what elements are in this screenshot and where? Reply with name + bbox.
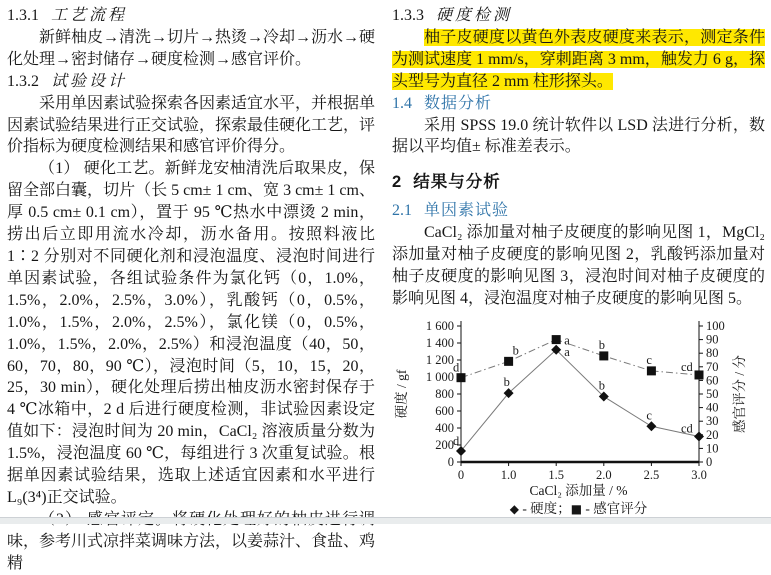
svg-text:0: 0 bbox=[706, 454, 713, 469]
heading-2-1 bbox=[392, 200, 765, 222]
svg-text:b: b bbox=[598, 337, 606, 352]
svg-text:1 400: 1 400 bbox=[425, 335, 454, 350]
heading-2 bbox=[392, 171, 765, 193]
svg-text:d: d bbox=[453, 360, 460, 375]
svg-text:1 000: 1 000 bbox=[425, 369, 454, 384]
svg-text:80: 80 bbox=[706, 346, 719, 361]
heading-1-3-3 bbox=[392, 5, 765, 27]
svg-text:800: 800 bbox=[435, 386, 454, 401]
heading-title: 硬度检测 bbox=[436, 7, 513, 24]
svg-text:感官评分 / 分: 感官评分 / 分 bbox=[732, 354, 747, 433]
svg-text:硬度 / gf: 硬度 / gf bbox=[394, 369, 409, 419]
svg-text:cd: cd bbox=[681, 359, 693, 374]
chart-legend: ◆ - 硬度；■ - 感官评分 bbox=[509, 500, 648, 516]
figure-1-chart-svg bbox=[392, 314, 765, 482]
heading-number: 1.3.2 bbox=[7, 72, 39, 90]
heading-title: 结果与分析 bbox=[413, 173, 501, 192]
svg-text:20: 20 bbox=[706, 427, 719, 442]
svg-text:600: 600 bbox=[435, 403, 454, 418]
paragraph-hardening-process: （1） 硬化工艺。新鲜龙安柚清洗后取果皮，保留全部白囊，切片（长 5 cm± 1 cm、宽 3 cm± 1 cm、厚 0.5 cm± 0.1 cm），置于 95 ℃热水中漂烫 2 min，捞出后立即用流水冷却，沥水备用。按照料液比 1∶2 分别对不同硬化剂和浸泡温度、浸泡时间进行单因素试验，各组试验条件为氯化钙（0，1.0%，1.5%，2.0%，2.5%，3.0%），乳酸钙（0，0.5%，1.0%，1.5%，2.0%，2.5%），氯化镁（0，0.5%，1.0%，1.5%，2.0%，2.5%）和浸泡温度（40，50，60，70，80，90 ℃），浸泡时间（5，10，15，20，25，30 min），硬化处理后捞出柚皮沥水密封保存于 4 ℃冰箱中，2 d 后进行硬度检测，非试验因素设定值如下：浸泡时间为 20 min，CaCl₂ 溶液质量分数为 1.5%，浸泡温度 60 ℃，每组进行 3 次重复试验。根据单因素试验结果，选取上述适宜因素和水平进行 L₉(3⁴)正交试验。 bbox=[7, 160, 375, 506]
svg-text:400: 400 bbox=[435, 420, 454, 435]
svg-text:b: b bbox=[503, 375, 510, 390]
svg-text:d: d bbox=[453, 433, 460, 448]
heading-number: 1.3.1 bbox=[7, 7, 39, 24]
heading-number: 2.1 bbox=[392, 202, 412, 220]
svg-text:30: 30 bbox=[706, 414, 719, 429]
paragraph-experiment-design: 采用单因素试验探索各因素适宜水平，并根据单因素试验结果进行正交试验，探索最佳硬化工艺，评价指标为硬度检测结果和感官评价得分。 bbox=[7, 94, 376, 156]
heading-number: 1.3.3 bbox=[392, 7, 424, 24]
svg-text:0: 0 bbox=[457, 467, 465, 482]
right-column bbox=[392, 5, 765, 518]
svg-text:c: c bbox=[646, 352, 652, 367]
paragraph-sensory-evaluation: 味，参考川式凉拌菜调味方法，以姜蒜汁、食盐、鸡精 bbox=[7, 532, 376, 572]
heading-title: 单因素试验 bbox=[424, 202, 510, 220]
svg-text:a: a bbox=[564, 344, 570, 359]
highlighted-text: 柚子皮硬度以黄色外表皮硬度来表示，测定条件为测试速度 1 mm/s，穿刺距离 3 mm，触发力 6 g，探头型号为直径 2 mm 柱形探头。 bbox=[392, 28, 765, 90]
paragraph-process-flow: 新鲜柚皮→清洗→切片→热烫→冷却→沥水→硬化处理→密封储存→硬度检测→感官评价。 bbox=[7, 28, 376, 68]
svg-text:100: 100 bbox=[706, 318, 725, 333]
paragraph-hardness-method bbox=[392, 27, 765, 93]
svg-text:c: c bbox=[646, 408, 652, 423]
heading-1-3-1 bbox=[7, 5, 375, 27]
svg-text:cd: cd bbox=[681, 421, 693, 436]
svg-text:70: 70 bbox=[706, 359, 719, 374]
svg-text:2.5: 2.5 bbox=[643, 467, 660, 482]
svg-text:1.5: 1.5 bbox=[548, 467, 565, 482]
svg-text:3.0: 3.0 bbox=[691, 467, 707, 482]
svg-text:0: 0 bbox=[447, 454, 454, 469]
figure-1 bbox=[392, 314, 765, 518]
heading-1-3-2 bbox=[7, 71, 375, 93]
heading-number: 2 bbox=[392, 173, 402, 192]
left-column bbox=[7, 5, 375, 575]
heading-title: 试验设计 bbox=[51, 72, 128, 90]
svg-text:1 200: 1 200 bbox=[425, 352, 454, 367]
paragraph-single-factor-results: CaCl₂ 添加量对柚子皮硬度的影响见图 1，MgCl₂ 添加量对柚子皮硬度的影响见图 2，乳酸钙添加量对柚子皮硬度的影响见图 3，浸泡时间对柚子皮硬度的影响见图 4，浸泡温度对柚子皮硬度的影响见图 5。 bbox=[392, 224, 765, 307]
heading-title: 数据分析 bbox=[424, 94, 493, 112]
svg-text:90: 90 bbox=[706, 332, 719, 347]
window-bottom-bar bbox=[0, 517, 771, 524]
svg-text:10: 10 bbox=[706, 441, 719, 456]
svg-text:a: a bbox=[564, 333, 570, 348]
square-legend-marker-icon: ■ bbox=[570, 501, 583, 516]
svg-text:200: 200 bbox=[435, 437, 454, 452]
heading-number: 1.4 bbox=[392, 94, 412, 112]
svg-text:40: 40 bbox=[706, 400, 719, 415]
svg-text:60: 60 bbox=[706, 373, 719, 388]
svg-text:2.0: 2.0 bbox=[595, 467, 612, 482]
svg-text:b: b bbox=[598, 378, 606, 393]
svg-text:b: b bbox=[512, 343, 519, 358]
chart-x-axis-label: CaCl₂ 添加量 / % bbox=[529, 482, 628, 498]
paragraph-data-analysis: 采用 SPSS 19.0 统计软件以 LSD 法进行分析，数据以平均值± 标准差表示。 bbox=[392, 116, 765, 156]
diamond-legend-marker-icon: ◆ bbox=[509, 501, 519, 516]
svg-text:1 600: 1 600 bbox=[425, 318, 454, 333]
heading-title: 工艺流程 bbox=[51, 7, 128, 24]
svg-text:1.0: 1.0 bbox=[500, 467, 517, 482]
heading-1-4 bbox=[392, 93, 765, 115]
svg-text:50: 50 bbox=[706, 386, 719, 401]
